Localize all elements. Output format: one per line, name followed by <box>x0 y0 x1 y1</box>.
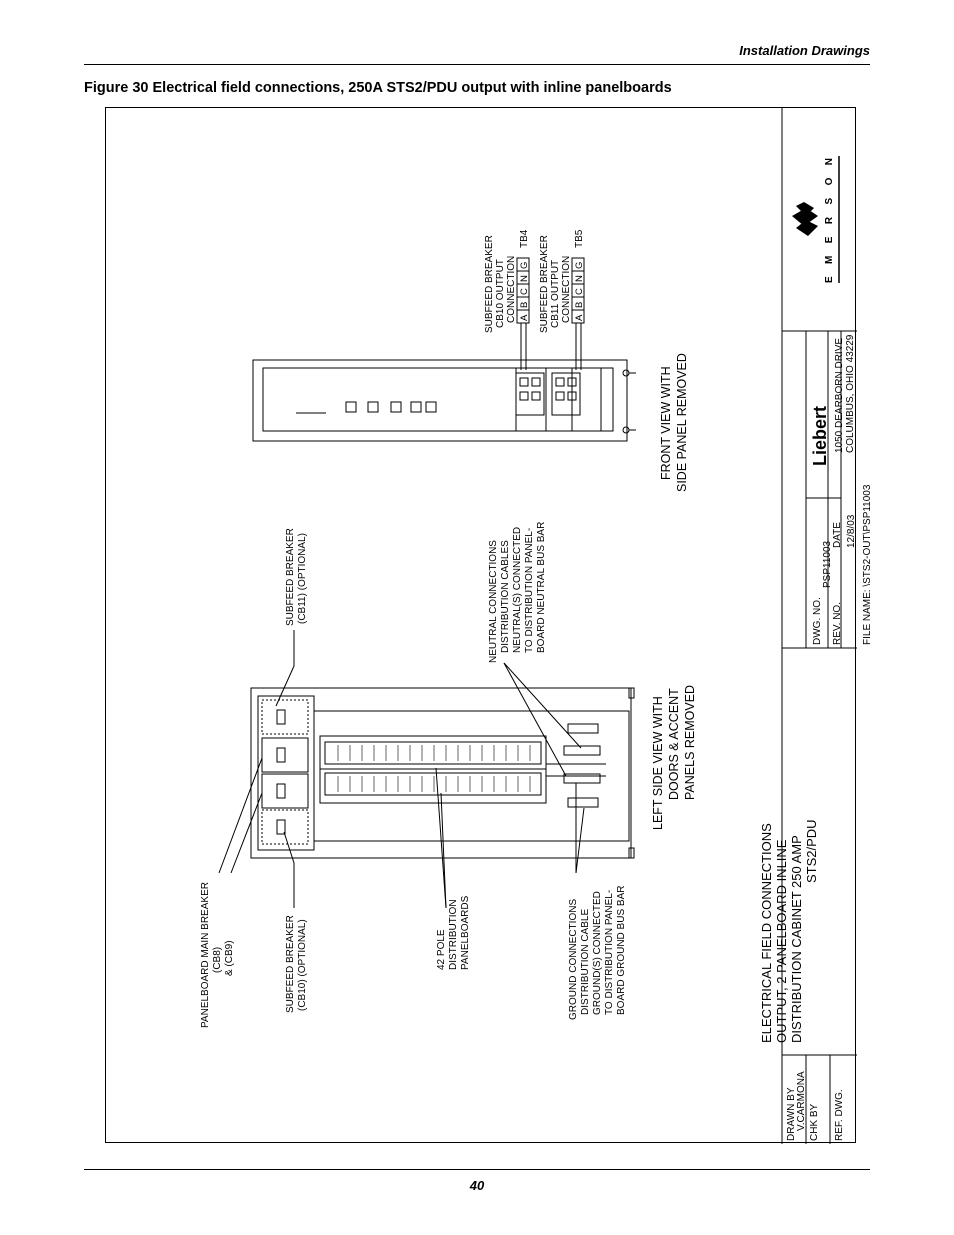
svg-text:B: B <box>574 301 585 308</box>
drawing-title <box>759 819 819 1043</box>
emerson-logo <box>824 156 839 283</box>
neutral-leader-2 <box>504 663 566 776</box>
subfeed-cb10-leader <box>284 832 294 908</box>
svg-text:STS2/PDU: STS2/PDU <box>804 819 819 883</box>
liebert-logo <box>810 406 830 466</box>
svg-text:NEUTRAL CONNECTIONS: NEUTRAL CONNECTIONS <box>488 540 499 663</box>
svg-text:LEFT SIDE VIEW WITH: LEFT SIDE VIEW WITH <box>651 696 665 830</box>
svg-text:DISTRIBUTION CABLE: DISTRIBUTION CABLE <box>580 908 591 1015</box>
svg-text:B: B <box>519 301 530 308</box>
svg-text:A: A <box>574 314 585 321</box>
svg-text:NEUTRAL(S) CONNECTED: NEUTRAL(S) CONNECTED <box>512 526 523 653</box>
date <box>846 514 857 548</box>
svg-text:CONNECTION: CONNECTION <box>561 255 572 323</box>
ref-dwg-label <box>834 1089 845 1141</box>
svg-text:TB4: TB4 <box>519 229 530 248</box>
svg-text:(CB11) (OPTIONAL): (CB11) (OPTIONAL) <box>297 533 308 624</box>
page-number: 40 <box>469 1178 485 1193</box>
svg-text:FRONT VIEW WITH: FRONT VIEW WITH <box>659 366 673 480</box>
svg-text:& (CB9): & (CB9) <box>224 940 235 976</box>
svg-text:PSP11003: PSP11003 <box>822 540 833 588</box>
svg-text:SUBFEED BREAKER: SUBFEED BREAKER <box>285 528 296 626</box>
svg-text:TO DISTRIBUTION PANEL-: TO DISTRIBUTION PANEL- <box>604 889 615 1015</box>
svg-text:DATE: DATE <box>832 522 843 548</box>
svg-text:CHK BY: CHK BY <box>809 1103 820 1141</box>
svg-text:PANELS REMOVED: PANELS REMOVED <box>683 684 697 800</box>
subfeed-cb11-leader <box>276 630 294 706</box>
svg-text:Liebert: Liebert <box>810 405 830 466</box>
svg-text:PANELBOARD MAIN BREAKER: PANELBOARD MAIN BREAKER <box>200 882 211 1028</box>
svg-text:COLUMBUS, OHIO 43229: COLUMBUS, OHIO 43229 <box>845 334 856 453</box>
svg-text:BOARD NEUTRAL BUS BAR: BOARD NEUTRAL BUS BAR <box>536 521 547 653</box>
drawn-by <box>796 1071 807 1131</box>
pole-label <box>436 895 471 970</box>
engineering-drawing <box>105 107 873 1143</box>
section-header: Installation Drawings <box>739 43 870 58</box>
svg-text:(CB10) (OPTIONAL): (CB10) (OPTIONAL) <box>297 919 308 1011</box>
dwg-no-label <box>812 597 823 645</box>
svg-text:N: N <box>519 275 530 282</box>
svg-text:TO DISTRIBUTION PANEL-: TO DISTRIBUTION PANEL- <box>524 527 535 653</box>
tb5-terminal-strip <box>572 258 585 370</box>
subfeed-cb11-label <box>285 528 308 626</box>
svg-text:G: G <box>574 261 585 269</box>
svg-text:A: A <box>519 314 530 321</box>
svg-text:GROUND CONNECTIONS: GROUND CONNECTIONS <box>568 898 579 1020</box>
svg-text:DISTRIBUTION CABINET 250 AMP: DISTRIBUTION CABINET 250 AMP <box>789 835 804 1043</box>
svg-text:EMERSON: EMERSON <box>824 158 835 283</box>
side-view-caption <box>651 685 697 830</box>
front-view-caption <box>659 353 689 492</box>
svg-text:DISTRIBUTION: DISTRIBUTION <box>448 899 459 970</box>
svg-text:CONNECTION: CONNECTION <box>506 255 517 323</box>
main-breaker-leader-2 <box>231 793 262 873</box>
neutral-label <box>488 522 547 663</box>
rev-no-label <box>832 602 843 645</box>
svg-text:42 POLE: 42 POLE <box>436 929 447 970</box>
svg-text:DWG. NO.: DWG. NO. <box>812 597 823 645</box>
date-label <box>832 522 843 548</box>
pole-leader-1 <box>436 768 446 908</box>
emerson-mark-icon <box>792 202 818 236</box>
main-breaker-label <box>200 882 235 1028</box>
svg-text:CB10 OUTPUT: CB10 OUTPUT <box>495 259 506 328</box>
svg-text:DRAWN BY: DRAWN BY <box>786 1087 797 1141</box>
ground-label <box>568 886 627 1020</box>
svg-text:REF. DWG.: REF. DWG. <box>834 1089 845 1141</box>
svg-text:BOARD GROUND BUS BAR: BOARD GROUND BUS BAR <box>616 885 627 1015</box>
chk-by-label <box>809 1103 820 1141</box>
svg-text:FILE NAME: \STS2-OUT\PSP11003: FILE NAME: \STS2-OUT\PSP11003 <box>862 484 873 645</box>
svg-text:DOORS & ACCENT: DOORS & ACCENT <box>667 688 681 800</box>
svg-text:TB5: TB5 <box>574 229 585 248</box>
svg-text:C: C <box>574 288 585 295</box>
svg-text:1050 DEARBORN DRIVE: 1050 DEARBORN DRIVE <box>834 337 845 453</box>
main-breaker-leader-1 <box>219 758 262 873</box>
svg-text:G: G <box>519 261 530 269</box>
svg-text:CB11 OUTPUT: CB11 OUTPUT <box>550 259 561 328</box>
svg-text:GROUND(S) CONNECTED: GROUND(S) CONNECTED <box>592 891 603 1015</box>
svg-text:N: N <box>574 275 585 282</box>
svg-text:SUBFEED BREAKER: SUBFEED BREAKER <box>285 915 296 1013</box>
svg-text:REV. NO.: REV. NO. <box>832 602 843 645</box>
neutral-leader-1 <box>504 663 581 748</box>
footer-rule <box>84 1169 870 1170</box>
svg-text:OUTPUT, 2 PANELBOARD INLINE: OUTPUT, 2 PANELBOARD INLINE <box>774 839 789 1043</box>
svg-text:PANELBOARDS: PANELBOARDS <box>460 895 471 970</box>
file-name <box>862 484 873 645</box>
svg-text:C: C <box>519 288 530 295</box>
address <box>834 334 856 453</box>
front-view-cabinet <box>253 360 636 441</box>
tb4-terminal-strip <box>517 258 530 370</box>
svg-text:ELECTRICAL FIELD CONNECTIONS: ELECTRICAL FIELD CONNECTIONS <box>759 823 774 1043</box>
svg-text:DISTRIBUTION CABLES: DISTRIBUTION CABLES <box>500 540 511 653</box>
svg-text:(CB8): (CB8) <box>212 946 223 973</box>
figure-title: Figure 30 Electrical field connections, 250A STS2/PDU output with inline panelboards <box>84 80 672 96</box>
header-rule <box>84 64 870 65</box>
svg-text:SUBFEED BREAKER: SUBFEED BREAKER <box>484 235 495 333</box>
svg-text:V.CARMONA: V.CARMONA <box>796 1071 807 1131</box>
subfeed-cb10-label <box>285 915 308 1013</box>
svg-text:SIDE PANEL REMOVED: SIDE PANEL REMOVED <box>675 353 689 492</box>
svg-text:12/8/03: 12/8/03 <box>846 514 857 548</box>
drawing-canvas <box>106 108 873 1144</box>
svg-text:SUBFEED BREAKER: SUBFEED BREAKER <box>539 235 550 333</box>
